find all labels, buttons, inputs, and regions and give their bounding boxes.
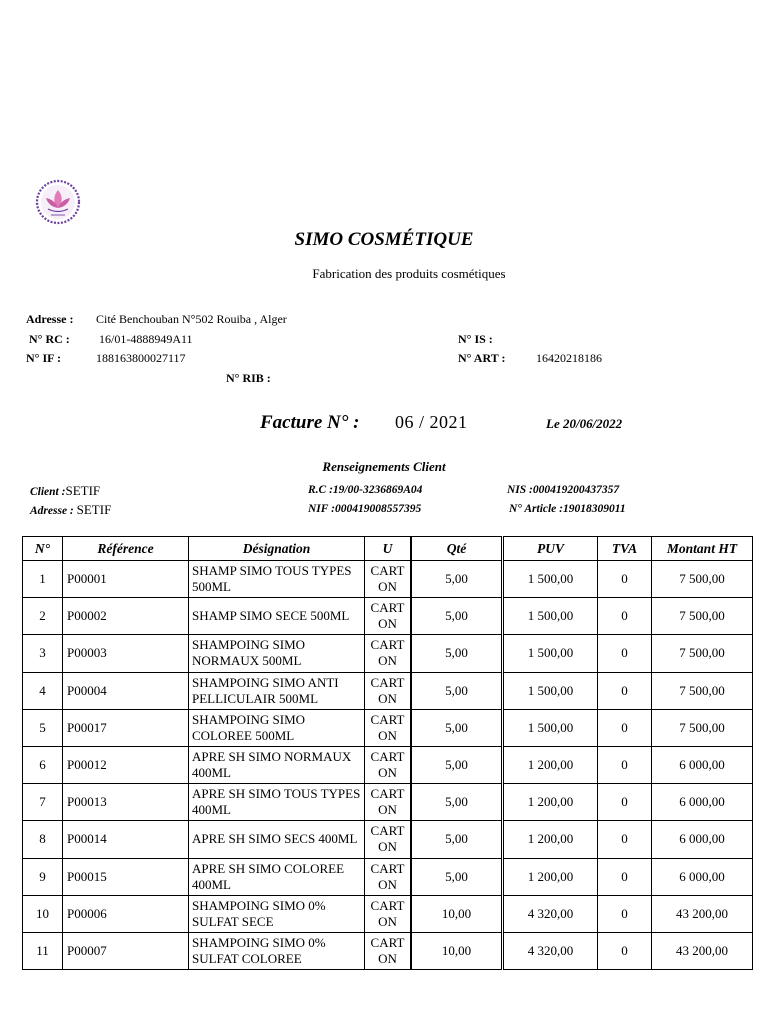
if-label: N° IF : xyxy=(26,351,62,365)
row-quantity: 10,00 xyxy=(412,895,502,932)
row-reference: P00001 xyxy=(63,561,189,598)
client-article: N° Article :19018309011 xyxy=(509,503,626,515)
row-tva: 0 xyxy=(598,895,652,932)
table-row xyxy=(23,932,411,969)
row-designation: SHAMPOING SIMO 0% SULFAT COLOREE xyxy=(189,932,365,969)
col-header-unit: U xyxy=(365,537,411,561)
row-number: 3 xyxy=(23,635,63,672)
row-designation: SHAMPOING SIMO NORMAUX 500ML xyxy=(189,635,365,672)
row-montant: 43 200,00 xyxy=(652,932,753,969)
row-designation: SHAMP SIMO TOUS TYPES 500ML xyxy=(189,561,365,598)
row-reference: P00004 xyxy=(63,672,189,709)
rc-label: N° RC : xyxy=(29,332,70,346)
row-designation: APRE SH SIMO NORMAUX 400ML xyxy=(189,746,365,783)
row-reference: P00002 xyxy=(63,598,189,635)
row-unit: CART ON xyxy=(365,821,411,858)
row-unit: CART ON xyxy=(365,672,411,709)
company-name: SIMO COSMÉTIQUE xyxy=(294,229,474,250)
table-row xyxy=(412,746,502,783)
row-quantity: 5,00 xyxy=(412,561,502,598)
row-puv: 1 500,00 xyxy=(504,598,598,635)
row-number: 7 xyxy=(23,784,63,821)
row-puv: 1 200,00 xyxy=(504,821,598,858)
row-unit: CART ON xyxy=(365,932,411,969)
table-row xyxy=(23,635,411,672)
row-designation: SHAMP SIMO SECE 500ML xyxy=(189,598,365,635)
row-quantity: 5,00 xyxy=(412,746,502,783)
table-row xyxy=(412,895,502,932)
row-unit: CART ON xyxy=(365,858,411,895)
client-nif: NIF :000419008557395 xyxy=(308,503,422,515)
row-puv: 1 200,00 xyxy=(504,858,598,895)
row-tva: 0 xyxy=(598,784,652,821)
row-unit: CART ON xyxy=(365,561,411,598)
client-address-label: Adresse : xyxy=(30,505,74,517)
table-row xyxy=(23,598,411,635)
client-name-value: SETIF xyxy=(65,483,101,498)
table-row xyxy=(504,821,753,858)
lotus-logo-icon xyxy=(30,178,86,226)
table-row xyxy=(23,821,411,858)
art-value: 16420218186 xyxy=(536,351,602,365)
table-row xyxy=(412,858,502,895)
row-reference: P00012 xyxy=(63,746,189,783)
client-name-row xyxy=(30,483,100,499)
row-number: 8 xyxy=(23,821,63,858)
row-quantity: 10,00 xyxy=(412,932,502,969)
row-number: 6 xyxy=(23,746,63,783)
table-row xyxy=(504,895,753,932)
row-montant: 7 500,00 xyxy=(652,598,753,635)
table-row xyxy=(412,709,502,746)
row-tva: 0 xyxy=(598,709,652,746)
table-row xyxy=(504,709,753,746)
table-row xyxy=(504,598,753,635)
row-number: 10 xyxy=(23,895,63,932)
table-row xyxy=(23,561,411,598)
table-header-row xyxy=(23,537,411,561)
row-reference: P00006 xyxy=(63,895,189,932)
table-row xyxy=(412,561,502,598)
row-puv: 1 500,00 xyxy=(504,561,598,598)
items-table-right xyxy=(503,536,753,970)
row-montant: 7 500,00 xyxy=(652,709,753,746)
table-row xyxy=(504,746,753,783)
row-unit: CART ON xyxy=(365,635,411,672)
rib-label: N° RIB : xyxy=(226,371,271,385)
table-row xyxy=(412,672,502,709)
table-row xyxy=(412,635,502,672)
row-montant: 6 000,00 xyxy=(652,858,753,895)
row-designation: SHAMPOING SIMO COLOREE 500ML xyxy=(189,709,365,746)
row-quantity: 5,00 xyxy=(412,635,502,672)
row-puv: 1 200,00 xyxy=(504,746,598,783)
items-table-left xyxy=(22,536,411,970)
row-montant: 43 200,00 xyxy=(652,895,753,932)
row-reference: P00014 xyxy=(63,821,189,858)
row-reference: P00017 xyxy=(63,709,189,746)
row-unit: CART ON xyxy=(365,709,411,746)
row-montant: 6 000,00 xyxy=(652,746,753,783)
table-row xyxy=(23,784,411,821)
row-designation: SHAMPOING SIMO ANTI PELLICULAIR 500ML xyxy=(189,672,365,709)
client-address-value: SETIF xyxy=(76,502,112,517)
row-number: 11 xyxy=(23,932,63,969)
row-designation: APRE SH SIMO TOUS TYPES 400ML xyxy=(189,784,365,821)
client-rc: R.C :19/00-3236869A04 xyxy=(308,484,423,496)
row-puv: 4 320,00 xyxy=(504,895,598,932)
table-row xyxy=(504,932,753,969)
table-header-row xyxy=(412,537,502,561)
col-header-tva: TVA xyxy=(598,537,652,561)
row-unit: CART ON xyxy=(365,746,411,783)
row-tva: 0 xyxy=(598,635,652,672)
row-number: 5 xyxy=(23,709,63,746)
client-section-title: Renseignements Client xyxy=(322,459,446,474)
table-row xyxy=(23,746,411,783)
table-row xyxy=(504,561,753,598)
rc-value: 16/01-4888949A11 xyxy=(99,332,193,346)
row-quantity: 5,00 xyxy=(412,858,502,895)
row-tva: 0 xyxy=(598,932,652,969)
col-header-designation: Désignation xyxy=(189,537,365,561)
row-montant: 7 500,00 xyxy=(652,635,753,672)
invoice-number: 06 / 2021 xyxy=(395,412,468,432)
row-montant: 6 000,00 xyxy=(652,784,753,821)
table-row xyxy=(504,635,753,672)
row-number: 1 xyxy=(23,561,63,598)
table-row xyxy=(412,784,502,821)
company-address-label: Adresse : xyxy=(26,312,74,326)
company-subtitle: Fabrication des produits cosmétiques xyxy=(312,266,506,281)
is-label: N° IS : xyxy=(458,332,493,346)
table-row xyxy=(23,895,411,932)
row-quantity: 5,00 xyxy=(412,821,502,858)
client-address-row xyxy=(30,502,111,518)
row-tva: 0 xyxy=(598,598,652,635)
row-puv: 1 500,00 xyxy=(504,635,598,672)
items-table-qty xyxy=(411,536,502,970)
row-reference: P00003 xyxy=(63,635,189,672)
if-value: 188163800027117 xyxy=(96,351,186,365)
row-puv: 4 320,00 xyxy=(504,932,598,969)
client-nis: NIS :000419200437357 xyxy=(507,484,620,496)
client-name-label: Client : xyxy=(30,486,66,498)
row-unit: CART ON xyxy=(365,598,411,635)
table-row xyxy=(23,858,411,895)
col-header-puv: PUV xyxy=(504,537,598,561)
col-header-montant: Montant HT xyxy=(652,537,753,561)
row-tva: 0 xyxy=(598,821,652,858)
table-row xyxy=(504,784,753,821)
row-puv: 1 500,00 xyxy=(504,709,598,746)
col-header-number: N° xyxy=(23,537,63,561)
row-number: 9 xyxy=(23,858,63,895)
table-row xyxy=(504,672,753,709)
row-montant: 7 500,00 xyxy=(652,561,753,598)
invoice-date: Le 20/06/2022 xyxy=(546,416,623,431)
row-puv: 1 500,00 xyxy=(504,672,598,709)
row-quantity: 5,00 xyxy=(412,672,502,709)
row-number: 4 xyxy=(23,672,63,709)
row-reference: P00015 xyxy=(63,858,189,895)
table-row xyxy=(23,709,411,746)
table-row xyxy=(412,598,502,635)
col-header-qty: Qté xyxy=(412,537,502,561)
table-row xyxy=(23,672,411,709)
row-tva: 0 xyxy=(598,672,652,709)
invoice-label: Facture N° : xyxy=(260,412,360,433)
row-quantity: 5,00 xyxy=(412,784,502,821)
row-reference: P00013 xyxy=(63,784,189,821)
row-tva: 0 xyxy=(598,746,652,783)
row-number: 2 xyxy=(23,598,63,635)
row-unit: CART ON xyxy=(365,784,411,821)
table-row xyxy=(504,858,753,895)
table-row xyxy=(412,821,502,858)
row-reference: P00007 xyxy=(63,932,189,969)
table-header-row xyxy=(504,537,753,561)
row-designation: APRE SH SIMO COLOREE 400ML xyxy=(189,858,365,895)
row-tva: 0 xyxy=(598,561,652,598)
row-designation: SHAMPOING SIMO 0% SULFAT SECE xyxy=(189,895,365,932)
art-label: N° ART : xyxy=(458,351,506,365)
row-montant: 6 000,00 xyxy=(652,821,753,858)
table-row xyxy=(412,932,502,969)
row-puv: 1 200,00 xyxy=(504,784,598,821)
row-montant: 7 500,00 xyxy=(652,672,753,709)
col-header-reference: Référence xyxy=(63,537,189,561)
row-quantity: 5,00 xyxy=(412,709,502,746)
row-designation: APRE SH SIMO SECS 400ML xyxy=(189,821,365,858)
company-address-value: Cité Benchouban N°502 Rouiba , Alger xyxy=(96,312,287,326)
row-quantity: 5,00 xyxy=(412,598,502,635)
row-unit: CART ON xyxy=(365,895,411,932)
row-tva: 0 xyxy=(598,858,652,895)
